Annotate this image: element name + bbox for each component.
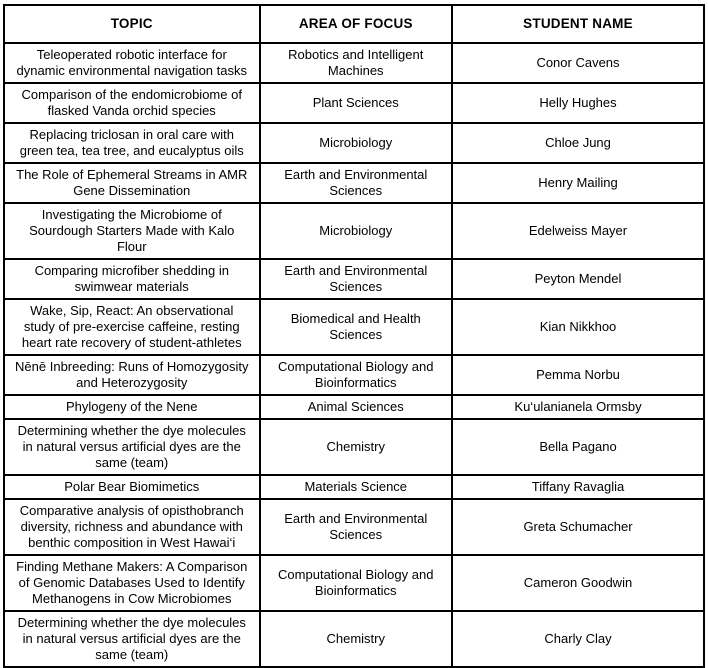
header-student-name: STUDENT NAME xyxy=(452,5,704,43)
area-of-focus-cell: Microbiology xyxy=(260,123,453,163)
student-name-cell: Charly Clay xyxy=(452,611,704,667)
table-row xyxy=(4,475,704,499)
student-name-cell: Peyton Mendel xyxy=(452,259,704,299)
topic-cell: Comparing microfiber shedding in swimwear materials xyxy=(4,259,260,299)
student-name-cell: Kian Nikkhoo xyxy=(452,299,704,355)
student-name-cell: Chloe Jung xyxy=(452,123,704,163)
table-row xyxy=(4,499,704,555)
area-of-focus-cell: Animal Sciences xyxy=(260,395,453,419)
table-row xyxy=(4,299,704,355)
topic-cell: Teleoperated robotic interface for dynamic environmental navigation tasks xyxy=(4,43,260,83)
student-name-cell: Cameron Goodwin xyxy=(452,555,704,611)
topic-cell: Phylogeny of the Nene xyxy=(4,395,260,419)
topic-cell: Investigating the Microbiome of Sourdough Starters Made with Kalo Flour xyxy=(4,203,260,259)
topic-cell: Finding Methane Makers: A Comparison of Genomic Databases Used to Identify Methanogens in Cow Microbiomes xyxy=(4,555,260,611)
area-of-focus-cell: Microbiology xyxy=(260,203,453,259)
area-of-focus-cell: Chemistry xyxy=(260,611,453,667)
area-of-focus-cell: Earth and Environmental Sciences xyxy=(260,499,453,555)
student-name-cell: Pemma Norbu xyxy=(452,355,704,395)
student-name-cell: Tiffany Ravaglia xyxy=(452,475,704,499)
topic-cell: Polar Bear Biomimetics xyxy=(4,475,260,499)
student-name-cell: Conor Cavens xyxy=(452,43,704,83)
student-name-cell: Ku‘ulanianela Ormsby xyxy=(452,395,704,419)
area-of-focus-cell: Earth and Environmental Sciences xyxy=(260,163,453,203)
table-row xyxy=(4,203,704,259)
table-row xyxy=(4,395,704,419)
area-of-focus-cell: Computational Biology and Bioinformatics xyxy=(260,355,453,395)
table-row xyxy=(4,355,704,395)
topic-cell: Comparison of the endomicrobiome of flasked Vanda orchid species xyxy=(4,83,260,123)
area-of-focus-cell: Biomedical and Health Sciences xyxy=(260,299,453,355)
area-of-focus-cell: Plant Sciences xyxy=(260,83,453,123)
topic-cell: The Role of Ephemeral Streams in AMR Gene Dissemination xyxy=(4,163,260,203)
student-name-cell: Bella Pagano xyxy=(452,419,704,475)
topic-cell: Replacing triclosan in oral care with green tea, tea tree, and eucalyptus oils xyxy=(4,123,260,163)
table-row xyxy=(4,163,704,203)
project-assignments-table xyxy=(3,4,705,668)
area-of-focus-cell: Materials Science xyxy=(260,475,453,499)
topic-cell: Determining whether the dye molecules in natural versus artificial dyes are the same (team) xyxy=(4,611,260,667)
table-row xyxy=(4,555,704,611)
student-name-cell: Greta Schumacher xyxy=(452,499,704,555)
topic-cell: Wake, Sip, React: An observational study of pre-exercise caffeine, resting heart rate recovery of student-athletes xyxy=(4,299,260,355)
table-row xyxy=(4,419,704,475)
table-header-row xyxy=(4,5,704,43)
topic-cell: Comparative analysis of opisthobranch diversity, richness and abundance with benthic composition in West Hawai‘i xyxy=(4,499,260,555)
table-body xyxy=(4,43,704,667)
topic-cell: Determining whether the dye molecules in natural versus artificial dyes are the same (team) xyxy=(4,419,260,475)
area-of-focus-cell: Earth and Environmental Sciences xyxy=(260,259,453,299)
student-name-cell: Henry Mailing xyxy=(452,163,704,203)
table-row xyxy=(4,611,704,667)
topic-cell: Nēnē Inbreeding: Runs of Homozygosity and Heterozygosity xyxy=(4,355,260,395)
area-of-focus-cell: Chemistry xyxy=(260,419,453,475)
table-row xyxy=(4,123,704,163)
table-row xyxy=(4,43,704,83)
area-of-focus-cell: Computational Biology and Bioinformatics xyxy=(260,555,453,611)
table-row xyxy=(4,259,704,299)
area-of-focus-cell: Robotics and Intelligent Machines xyxy=(260,43,453,83)
header-topic: TOPIC xyxy=(4,5,260,43)
student-name-cell: Edelweiss Mayer xyxy=(452,203,704,259)
table-row xyxy=(4,83,704,123)
header-area-of-focus: AREA OF FOCUS xyxy=(260,5,453,43)
student-name-cell: Helly Hughes xyxy=(452,83,704,123)
